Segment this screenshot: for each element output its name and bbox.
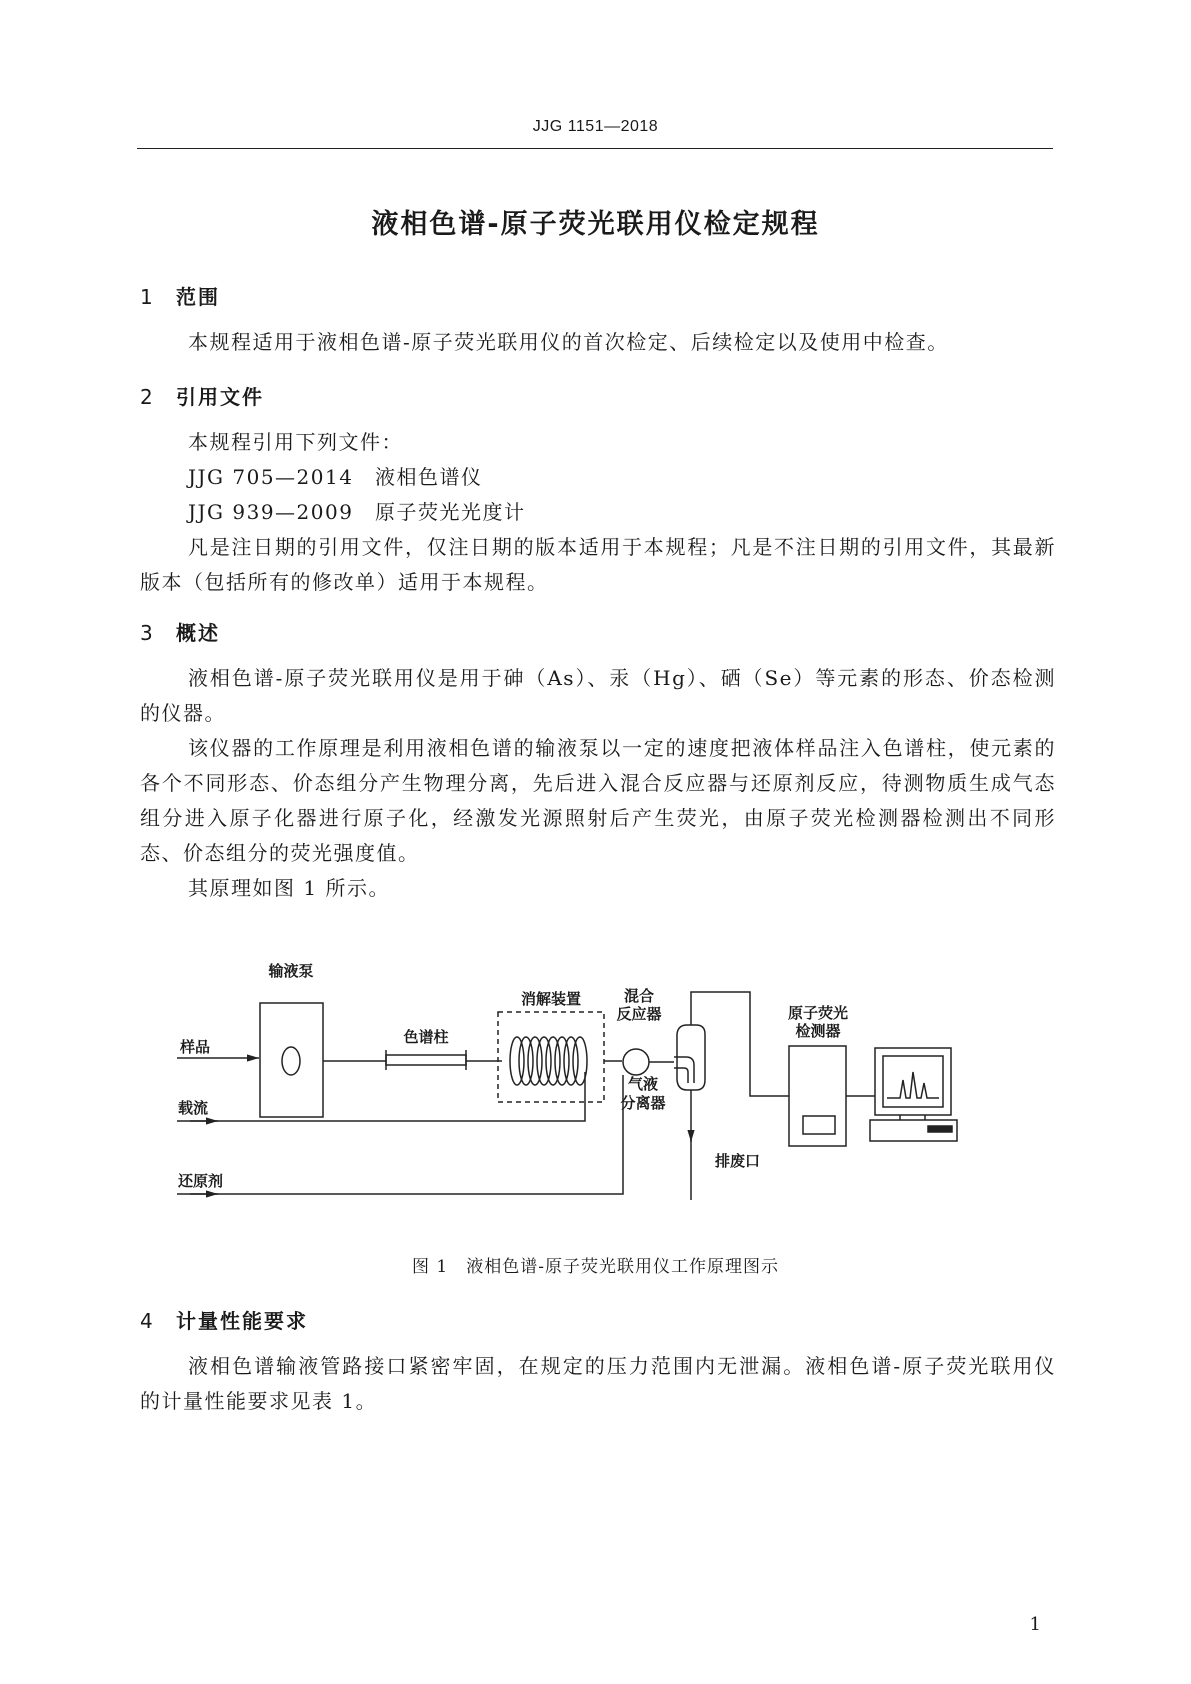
reductant-label: 还原剂 — [178, 1172, 224, 1190]
digestion-coil-icon — [510, 1037, 587, 1085]
separator-label-line-1: 气液 — [627, 1075, 659, 1093]
section-3-heading — [140, 617, 220, 646]
reference-name: 液相色谱仪 — [374, 465, 483, 489]
section-title: 概述 — [176, 621, 220, 645]
sample-label: 样品 — [180, 1038, 211, 1056]
reference-name: 原子荧光光度计 — [374, 500, 526, 524]
pump-rotor-icon — [282, 1047, 300, 1075]
pump-label: 输液泵 — [268, 962, 314, 980]
digestion-label: 消解装置 — [520, 990, 582, 1008]
detector-label-line-2: 检测器 — [795, 1022, 841, 1040]
chromatogram-peaks-icon — [887, 1072, 939, 1098]
section-4-heading — [140, 1305, 308, 1334]
s4-paragraph-1: 液相色谱输液管路接口紧密牢固，在规定的压力范围内无泄漏。液相色谱-原子荧光联用仪的计量性能要求见表 1。 — [140, 1354, 1056, 1413]
reference-code: JJG 705—2014 — [188, 465, 354, 489]
s3-paragraph-1: 液相色谱-原子荧光联用仪是用于砷（As）、汞（Hg）、硒（Se）等元素的形态、价态检测的仪器。 — [140, 666, 1056, 725]
column-body — [386, 1055, 466, 1065]
pump-box — [260, 1003, 323, 1117]
section-title: 计量性能要求 — [176, 1309, 308, 1333]
s1-paragraph-1: 本规程适用于液相色谱-原子荧光联用仪的首次检定、后续检定以及使用中检查。 — [188, 330, 949, 354]
section-title: 范围 — [176, 285, 220, 309]
standard-code-header: JJG 1151—2018 — [532, 118, 659, 135]
disk-drive-icon — [928, 1126, 952, 1132]
section-number: 3 — [140, 621, 155, 645]
mixer-label-line-2: 反应器 — [616, 1005, 662, 1023]
header-rule — [137, 148, 1053, 149]
page-number: 1 — [1029, 1614, 1041, 1635]
section-1-heading — [140, 281, 220, 310]
monitor-screen — [883, 1056, 943, 1107]
section-number: 2 — [140, 385, 155, 409]
separator-label-line-2: 分离器 — [620, 1094, 666, 1112]
afs-detector-box — [789, 1046, 846, 1146]
s2-paragraph-1: 本规程引用下列文件： — [188, 430, 403, 454]
document-title: 液相色谱-原子荧光联用仪检定规程 — [371, 209, 820, 240]
s3-paragraph-2: 该仪器的工作原理是利用液相色谱的输液泵以一定的速度把液体样品注入色谱柱，使元素的各个不同形态、价态组分产生物理分离，先后进入混合反应器与还原剂反应，待测物质生成气态组分进入原子化器进行原子化，经激发光源照射后产生荧光，由原子荧光检测器检测出不同形态、价态组分的荧光强度值。 — [140, 736, 1056, 865]
mixer-label-line-1: 混合 — [623, 987, 655, 1005]
waste-label: 排废口 — [715, 1152, 761, 1170]
s3-paragraph-3: 其原理如图 1 所示。 — [188, 876, 390, 900]
detector-panel — [803, 1116, 835, 1134]
section-title: 引用文件 — [176, 385, 264, 409]
reference-item — [188, 495, 1056, 530]
principle-diagram — [150, 950, 1030, 1250]
detector-label-line-1: 原子荧光 — [787, 1004, 849, 1022]
reductant-line — [177, 1075, 623, 1194]
section-2-heading — [140, 381, 264, 410]
s2-paragraph-2: 凡是注日期的引用文件，仅注日期的版本适用于本规程；凡是不注日期的引用文件，其最新版本（包括所有的修改单）适用于本规程。 — [140, 535, 1056, 594]
computer-monitor — [875, 1048, 951, 1115]
reference-item — [188, 460, 1056, 495]
carrier-label: 载流 — [178, 1099, 209, 1117]
section-number: 1 — [140, 285, 155, 309]
carrier-line — [177, 1072, 585, 1121]
reference-code: JJG 939—2009 — [188, 500, 354, 524]
figure-caption: 图 1 液相色谱-原子荧光联用仪工作原理图示 — [412, 1257, 779, 1277]
column-label: 色谱柱 — [403, 1028, 449, 1046]
section-number: 4 — [140, 1309, 155, 1333]
mixing-reactor — [623, 1049, 649, 1075]
